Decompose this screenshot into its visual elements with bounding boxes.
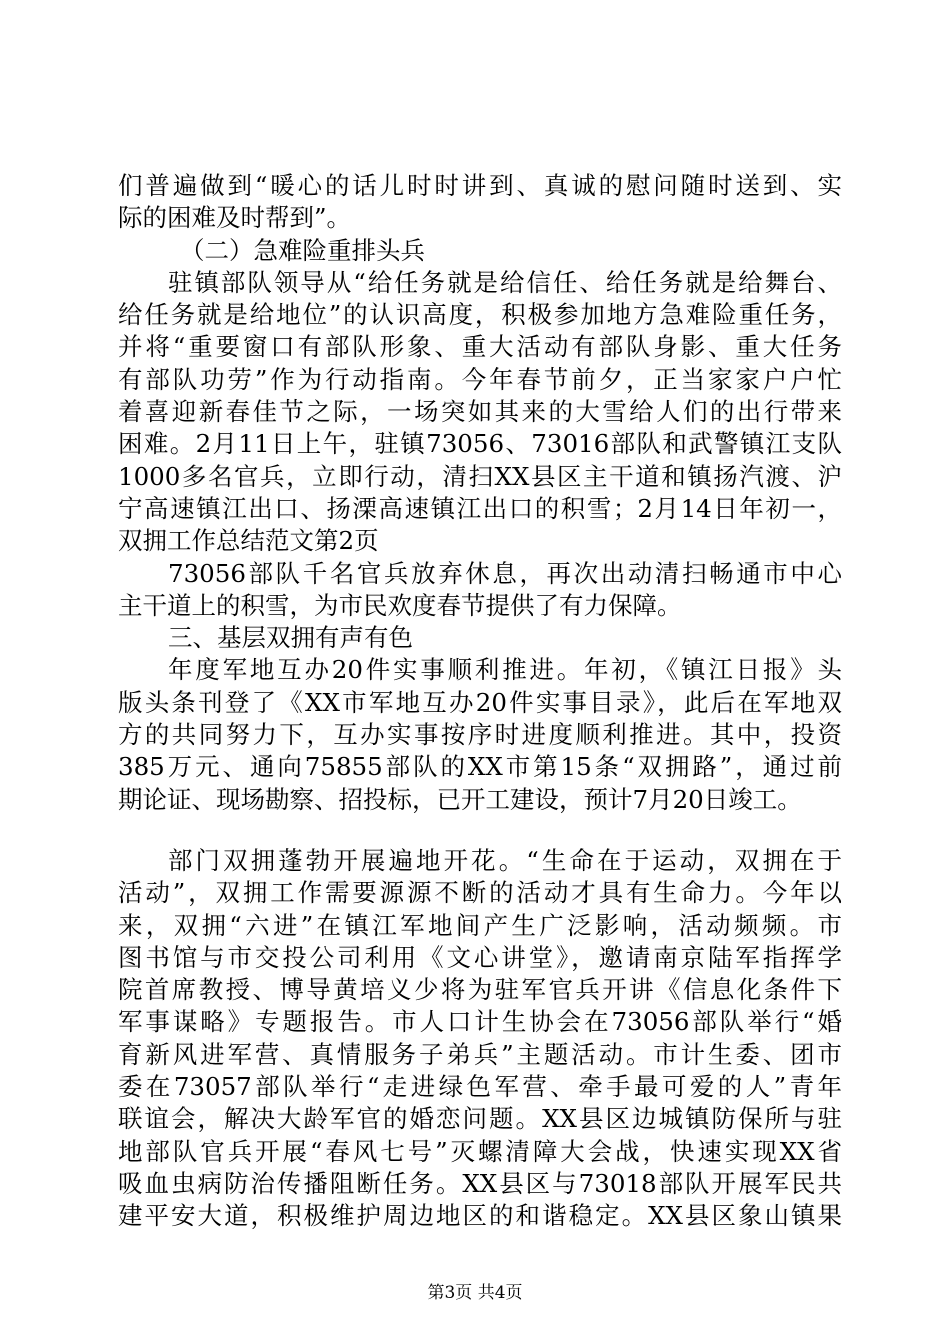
text-line: 385万元、通向75855部队的XX市第15条“双拥路”，通过前: [118, 752, 842, 782]
text-line: 际的困难及时帮到”。: [118, 203, 352, 233]
page-footer: [0, 1281, 950, 1305]
text-line: 们普遍做到“暖心的话儿时时讲到、真诚的慰问随时送到、实: [118, 171, 842, 200]
section-heading: （二）急难险重排头兵: [180, 235, 425, 265]
text-line: 图书馆与市交投公司利用《文心讲堂》，邀请南京陆军指挥学: [118, 942, 842, 972]
text-line: 建平安大道，积极维护周边地区的和谐稳定。XX县区象山镇果: [118, 1201, 842, 1231]
text-line: 年度军地互办20件实事顺利推进。年初，《镇江日报》头: [168, 655, 842, 685]
text-line: 方的共同努力下，互办实事按序时进度顺利推进。其中，投资: [118, 720, 842, 750]
text-line: 有部队功劳”作为行动指南。今年春节前夕，正当家家户户忙: [118, 364, 842, 394]
section-heading: 三、基层双拥有声有色: [168, 623, 413, 653]
text-line: 育新风进军营、真情服务子弟兵”主题活动。市计生委、团市: [118, 1039, 842, 1069]
paragraph-gap: [118, 816, 842, 845]
text-line: 来，双拥“六进”在镇江军地间产生广泛影响，活动频频。市: [118, 910, 842, 940]
text-line: 73056部队千名官兵放弃休息，再次出动清扫畅通市中心: [168, 558, 842, 588]
text-line: 期论证、现场勘察、招投标，已开工建设，预计7月20日竣工。: [118, 784, 802, 814]
text-line: 吸血虫病防治传播阻断任务。XX县区与73018部队开展军民共: [118, 1168, 842, 1198]
text-line: 给任务就是给地位”的认识高度，积极参加地方急难险重任务，: [118, 300, 842, 330]
text-line: 地部队官兵开展“春风七号”灭螺清障大会战，快速实现XX省: [118, 1136, 842, 1166]
text-line: 版头条刊登了《XX市军地互办20件实事目录》，此后在军地双: [118, 687, 842, 717]
text-line: 宁高速镇江出口、扬溧高速镇江出口的积雪；2月14日年初一，: [118, 493, 842, 523]
text-line: 困难。2月11日上午，驻镇73056、73016部队和武警镇江支队: [118, 429, 842, 459]
text-line: 着喜迎新春佳节之际，一场突如其来的大雪给人们的出行带来: [118, 397, 842, 427]
text-line: 军事谋略》专题报告。市人口计生协会在73056部队举行“婚: [118, 1007, 842, 1037]
text-line: 委在73057部队举行“走进绿色军营、牵手最可爱的人”青年: [118, 1072, 842, 1102]
text-line: 联谊会，解决大龄军官的婚恋问题。XX县区边城镇防保所与驻: [118, 1104, 842, 1134]
text-line: 院首席教授、博导黄培义少将为驻军官兵开讲《信息化条件下: [118, 975, 842, 1005]
document-body: [118, 170, 842, 1233]
page-reference-line: 双拥工作总结范文第2页: [118, 526, 379, 556]
text-line: 驻镇部队领导从“给任务就是给信任、给任务就是给舞台、: [168, 267, 842, 297]
text-line: 部门双拥蓬勃开展遍地开花。“生命在于运动，双拥在于: [168, 845, 842, 875]
page-number: 第3页 共4页: [427, 1283, 523, 1303]
text-line: 主干道上的积雪，为市民欢度春节提供了有力保障。: [118, 590, 682, 620]
text-line: 1000多名官兵，立即行动，清扫XX县区主干道和镇扬汽渡、沪: [118, 461, 842, 491]
text-line: 活动”，双拥工作需要源源不断的活动才具有生命力。今年以: [118, 878, 842, 908]
text-line: 并将“重要窗口有部队形象、重大活动有部队身影、重大任务: [118, 332, 842, 362]
